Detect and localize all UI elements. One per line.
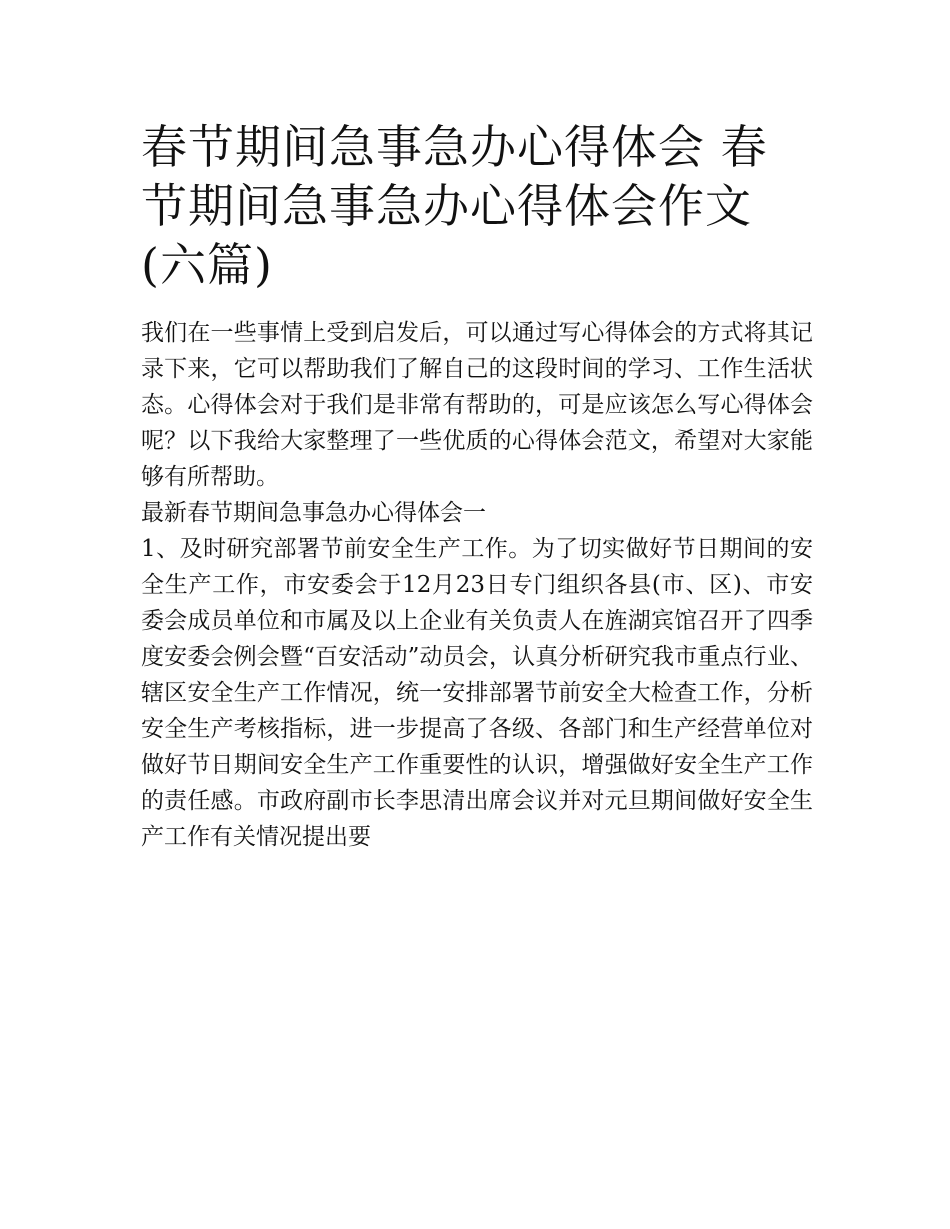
intro-paragraph: 我们在一些事情上受到启发后，可以通过写心得体会的方式将其记录下来，它可以帮助我们了解自己的这段时间的学习、工作生活状态。心得体会对于我们是非常有帮助的，可是应该怎么写心得体会呢？以下我给大家整理了一些优质的心得体会范文，希望对大家能够有所帮助。 bbox=[141, 320, 813, 490]
body-paragraph: 1、及时研究部署节前安全生产工作。为了切实做好节日期间的安全生产工作，市安委会于12月23日专门组织各县(市、区)、市安委会成员单位和市属及以上企业有关负责人在旌湖宾馆召开了四季度安委会例会暨“百安活动”动员会，认真分析研究我市重点行业、辖区安全生产工作情况，统一安排部署节前安全大检查工作，分析安全生产考核指标，进一步提高了各级、各部门和生产经营单位对做好节日期间安全生产工作重要性的认识，增强做好安全生产工作的责任感。市政府副市长李思清出席会议并对元旦期间做好安全生产工作有关情况提出要 bbox=[141, 536, 813, 850]
document-page bbox=[141, 118, 813, 855]
document-body bbox=[141, 315, 813, 855]
document-title: 春节期间急事急办心得体会 春节期间急事急办心得体会作文(六篇) bbox=[141, 120, 768, 292]
section-heading: 最新春节期间急事急办心得体会一 bbox=[141, 500, 486, 526]
